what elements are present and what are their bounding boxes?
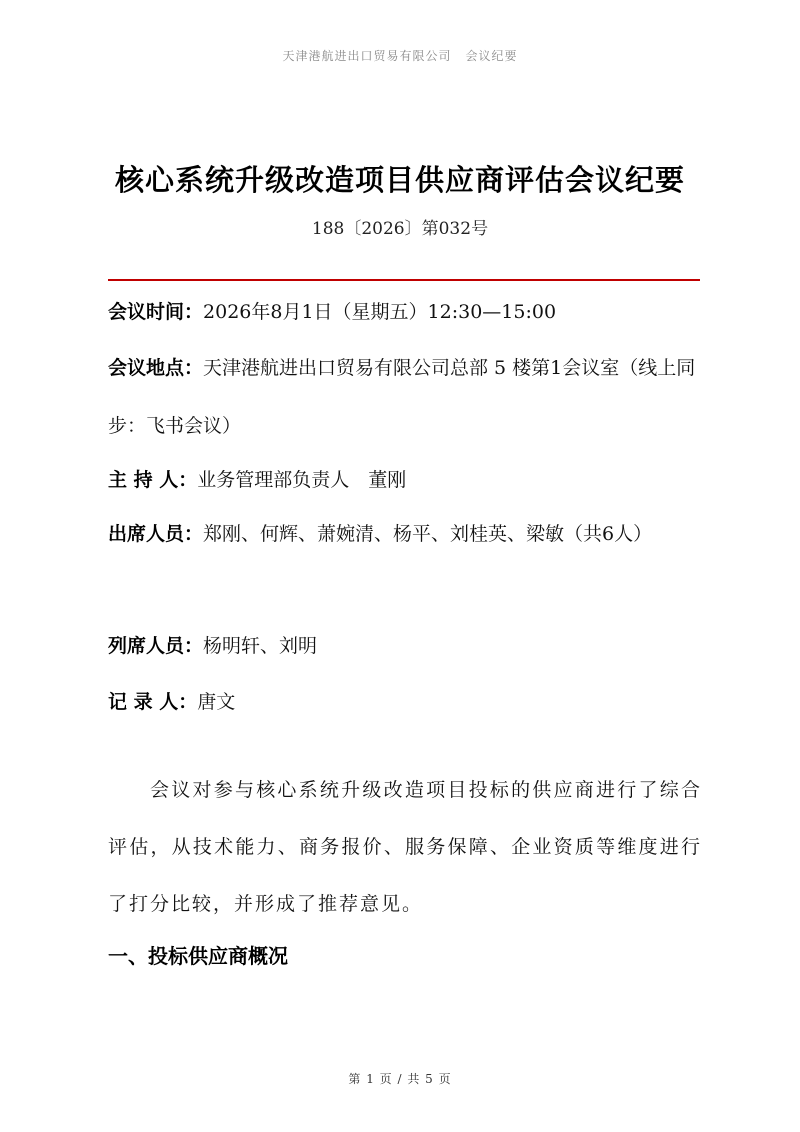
meeting-attendees-value: 郑刚、何辉、萧婉清、杨平、刘桂英、梁敏（共6人） [203,523,653,545]
meeting-observers-value: 杨明轩、刘明 [203,635,318,657]
document-title: 核心系统升级改造项目供应商评估会议纪要 [114,163,685,197]
intro-paragraph: 会议对参与核心系统升级改造项目投标的供应商进行了综合评估，从技术能力、商务报价、服务保障、企业资质等维度进行了打分比较，并形成了推荐意见。 [108,779,702,915]
meeting-recorder-value: 唐文 [197,691,236,713]
page-footer: 第 1 页 / 共 5 页 [348,1072,452,1086]
meeting-place [108,339,702,455]
header-company: 天津港航进出口贸易有限公司 [282,49,452,63]
document-number: 188〔2026〕第032号 [311,219,489,239]
meeting-host-value: 业务管理部负责人 董刚 [197,469,407,491]
meeting-observers [108,615,702,677]
meeting-recorder-label: 记 录 人： [108,691,198,713]
meeting-place-value: 天津港航进出口贸易有限公司总部 5 楼第1会议室（线上同步：飞书会议） [108,357,696,437]
meeting-host [108,449,702,511]
meeting-place-label: 会议地点： [108,357,204,379]
meeting-host-label: 主 持 人： [108,469,198,491]
meeting-observers-label: 列席人员： [108,635,204,657]
page-header [0,47,800,64]
meeting-time [108,281,702,343]
section-heading-1: 一、投标供应商概况 [108,944,288,968]
meeting-attendees-label: 出席人员： [108,523,204,545]
meeting-time-value: 2026年8月1日（星期五）12:30—15:00 [203,301,557,323]
meeting-attendees [108,505,702,563]
meeting-time-label: 会议时间： [108,301,204,323]
meeting-recorder [108,671,702,733]
header-doc-type: 会议纪要 [465,49,518,63]
